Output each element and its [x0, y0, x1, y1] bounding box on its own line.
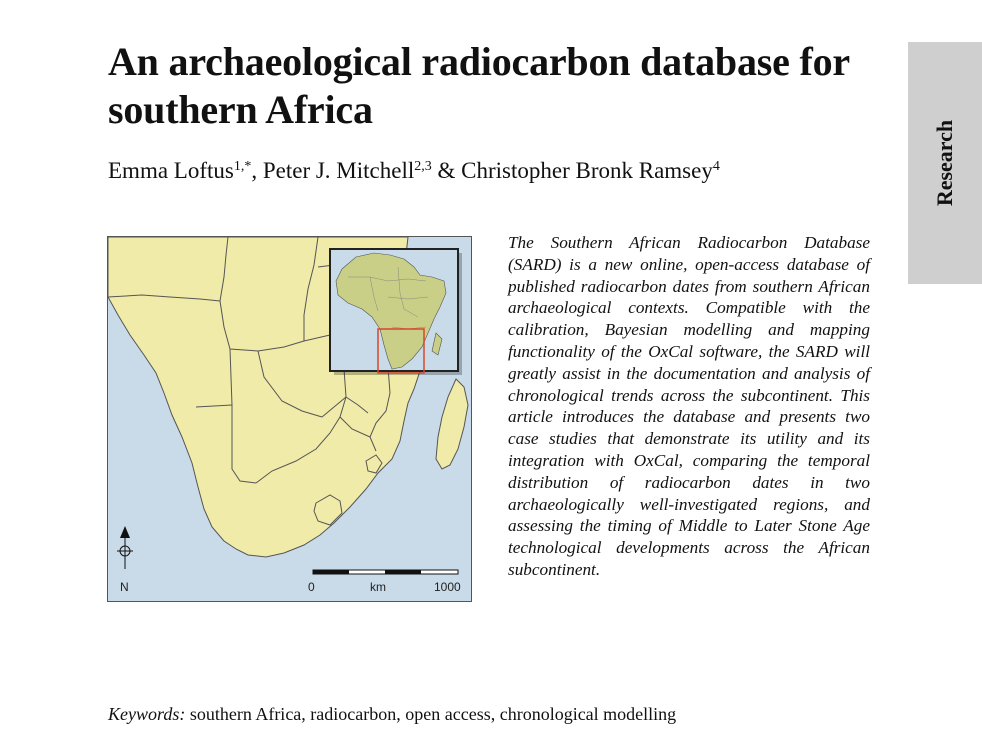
- author-affiliation: 4: [712, 159, 720, 174]
- keywords-line: [108, 702, 676, 726]
- abstract-text: The Southern African Radiocarbon Database (SARD) is a new online, open-access database of published radiocarbon dates from southern African archaeological contexts. Compatible with the calibration, Bayesian modelling and mapping functionality of the OxCal software, the SARD will greatly assist in the documentation and analysis of chronological trends across the subcontinent. This article introduces the database and presents two case studies that demonstrate its utility and its integration with OxCal, comparing the temporal distribution of radiocarbon dates in two archaeologically well-investigated regions, and assessing the timing of Middle to Later Stone Age technological developments across the African subcontinent.: [508, 233, 870, 579]
- author-list: [108, 156, 720, 186]
- inset-map: [330, 249, 462, 375]
- author-name: Peter J. Mitchell: [262, 158, 415, 183]
- map-svg: [108, 237, 471, 601]
- scale-unit-label: km: [370, 580, 386, 594]
- keywords-label: Keywords:: [108, 704, 186, 724]
- southern-africa-map: [107, 236, 472, 602]
- keywords-values: southern Africa, radiocarbon, open access, chronological modelling: [189, 704, 677, 724]
- author-name: Christopher Bronk Ramsey: [461, 158, 713, 183]
- north-label: N: [120, 580, 129, 594]
- scale-start-label: 0: [308, 580, 315, 594]
- author-separator: &: [431, 158, 462, 183]
- section-tab: [908, 42, 982, 284]
- author-affiliation: 1,*: [233, 159, 252, 174]
- section-tab-label: Research: [932, 119, 957, 207]
- author-affiliation: 2,3: [414, 159, 432, 174]
- author-separator: ,: [251, 158, 263, 183]
- scale-bar: [313, 570, 458, 574]
- scale-end-label: 1000: [434, 580, 461, 594]
- article-title: An archaeological radiocarbon database for southern Africa: [108, 39, 850, 132]
- author-name: Emma Loftus: [108, 158, 234, 183]
